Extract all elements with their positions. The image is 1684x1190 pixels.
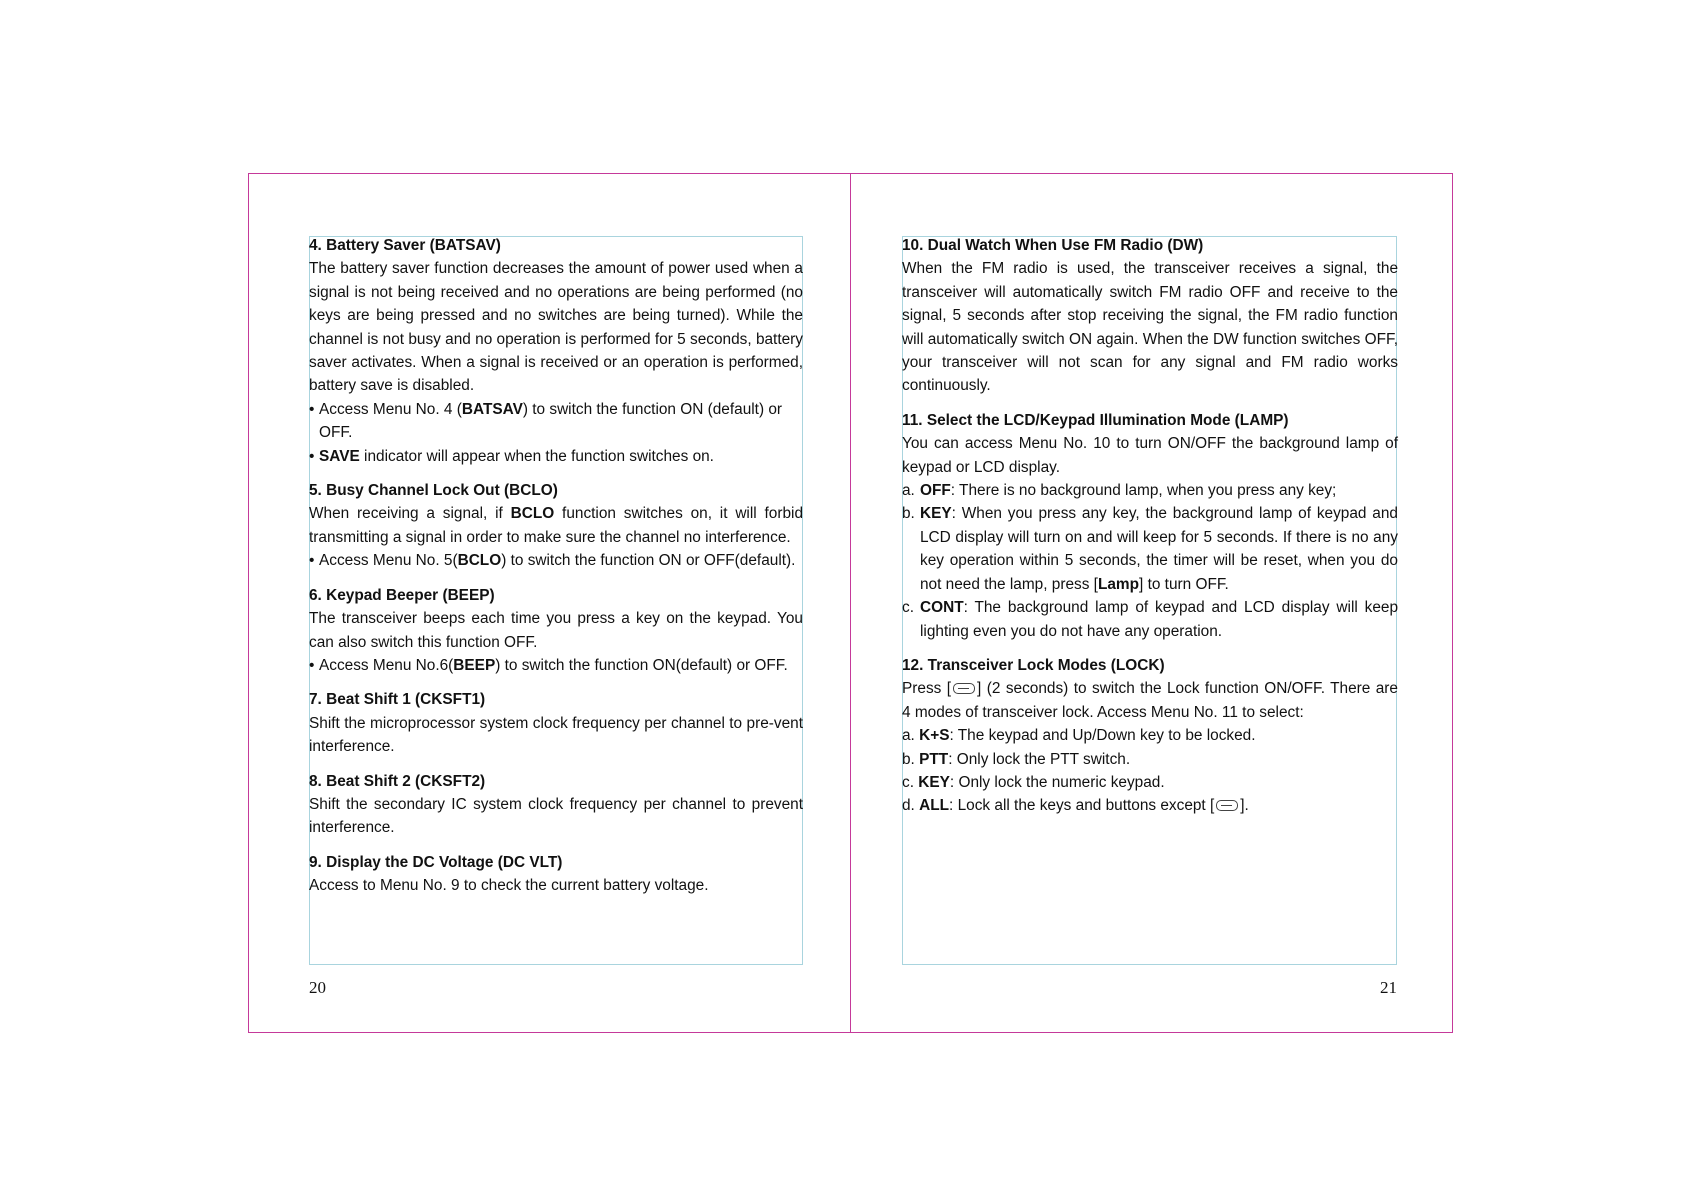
bullet-dot: • (309, 552, 315, 570)
section-battery-saver (309, 234, 803, 468)
section-title: 12. Transceiver Lock Modes (LOCK) (902, 656, 1165, 674)
section-body: Access to Menu No. 9 to check the current battery voltage. (309, 877, 709, 895)
section-keypad-beeper (309, 584, 803, 678)
lock-key-icon (953, 683, 975, 694)
page-number-left: 20 (309, 978, 326, 997)
lock-key-icon (1216, 800, 1238, 811)
section-body: When receiving a signal, if BCLO function switches on, it will forbid transmitting a signal in order to make sure the channel no interference. (309, 505, 804, 546)
section-title: 8. Beat Shift 2 (CKSFT2) (309, 772, 486, 790)
bullet-item: • SAVE indicator will appear when the function switches on. (309, 445, 803, 468)
section-dual-watch (902, 234, 1398, 398)
section-title: 11. Select the LCD/Keypad Illumination Mode (LAMP) (902, 411, 1289, 429)
section-beat-shift-1 (309, 688, 803, 758)
list-item: c. KEY: Only lock the numeric keypad. (902, 773, 1165, 791)
section-body: The transceiver beeps each time you press a key on the keypad. You can also switch this function OFF. (309, 610, 803, 651)
section-body: Press [ ] (2 seconds) to switch the Lock function ON/OFF. There are 4 modes of transceiver lock. Access Menu No. 11 to select: (902, 680, 1398, 721)
left-page-content (309, 234, 803, 909)
bullet-dot: • (309, 447, 315, 465)
list-item: b. PTT: Only lock the PTT switch. (902, 750, 1131, 768)
page-number-right: 21 (1380, 978, 1397, 997)
page-divider (850, 173, 851, 1033)
list-item: c. CONT: The background lamp of keypad and LCD display will keep lighting even you do not have any operation. (902, 599, 1398, 640)
section-title: 10. Dual Watch When Use FM Radio (DW) (902, 237, 1204, 254)
section-body: The battery saver function decreases the amount of power used when a signal is not being received and no operations are being performed (no keys are being pressed and no switches are being turned). While the channel is not busy and no operation is performed for 5 seconds, battery saver activates. When a signal is received or an operation is performed, battery save is disabled. (309, 260, 803, 395)
bullet-item: • Access Menu No. 5(BCLO) to switch the function ON or OFF(default). (309, 549, 803, 572)
section-body: When the FM radio is used, the transceiver receives a signal, the transceiver will automatically switch FM radio OFF and receive to the signal, 5 seconds after stop receiving the signal, the FM radio function will automatically switch ON again. When the DW function switches OFF, your transceiver will not scan for any signal and FM radio works continuously. (902, 260, 1398, 395)
section-illumination-mode (902, 409, 1398, 643)
section-body: Shift the secondary IC system clock frequency per channel to prevent interference. (309, 795, 803, 837)
section-title: 6. Keypad Beeper (BEEP) (309, 586, 495, 604)
list-item: d. ALL: Lock all the keys and buttons except [ ]. (902, 797, 1249, 815)
section-title: 4. Battery Saver (BATSAV) (309, 237, 501, 254)
list-item: a. OFF: There is no background lamp, when you press any key; (902, 482, 1337, 500)
bullet-item: • Access Menu No. 4 (BATSAV) to switch the function ON (default) or OFF. (309, 398, 803, 445)
bullet-dot: • (309, 400, 315, 418)
section-busy-channel-lockout (309, 479, 803, 573)
bullet-dot: • (309, 656, 315, 674)
section-title: 7. Beat Shift 1 (CKSFT1) (309, 691, 486, 709)
bullet-item: • Access Menu No.6(BEEP) to switch the function ON(default) or OFF. (309, 654, 803, 677)
section-title: 9. Display the DC Voltage (DC VLT) (309, 853, 563, 871)
section-body: You can access Menu No. 10 to turn ON/OFF the background lamp of keypad or LCD display. (902, 435, 1398, 476)
section-body: Shift the microprocessor system clock frequency per channel to pre-vent interference. (309, 714, 803, 756)
list-item: a. K+S: The keypad and Up/Down key to be locked. (902, 727, 1256, 745)
right-page-content (902, 234, 1398, 829)
section-lock-modes (902, 654, 1398, 818)
section-beat-shift-2 (309, 770, 803, 840)
section-title: 5. Busy Channel Lock Out (BCLO) (309, 482, 558, 500)
section-dc-voltage (309, 851, 803, 898)
list-item: b. KEY: When you press any key, the background lamp of keypad and LCD display will turn on and will keep for 5 seconds. If there is no any key operation within 5 seconds, the timer will be reset, when you do not need the lamp, press [Lamp] to turn OFF. (902, 505, 1398, 593)
